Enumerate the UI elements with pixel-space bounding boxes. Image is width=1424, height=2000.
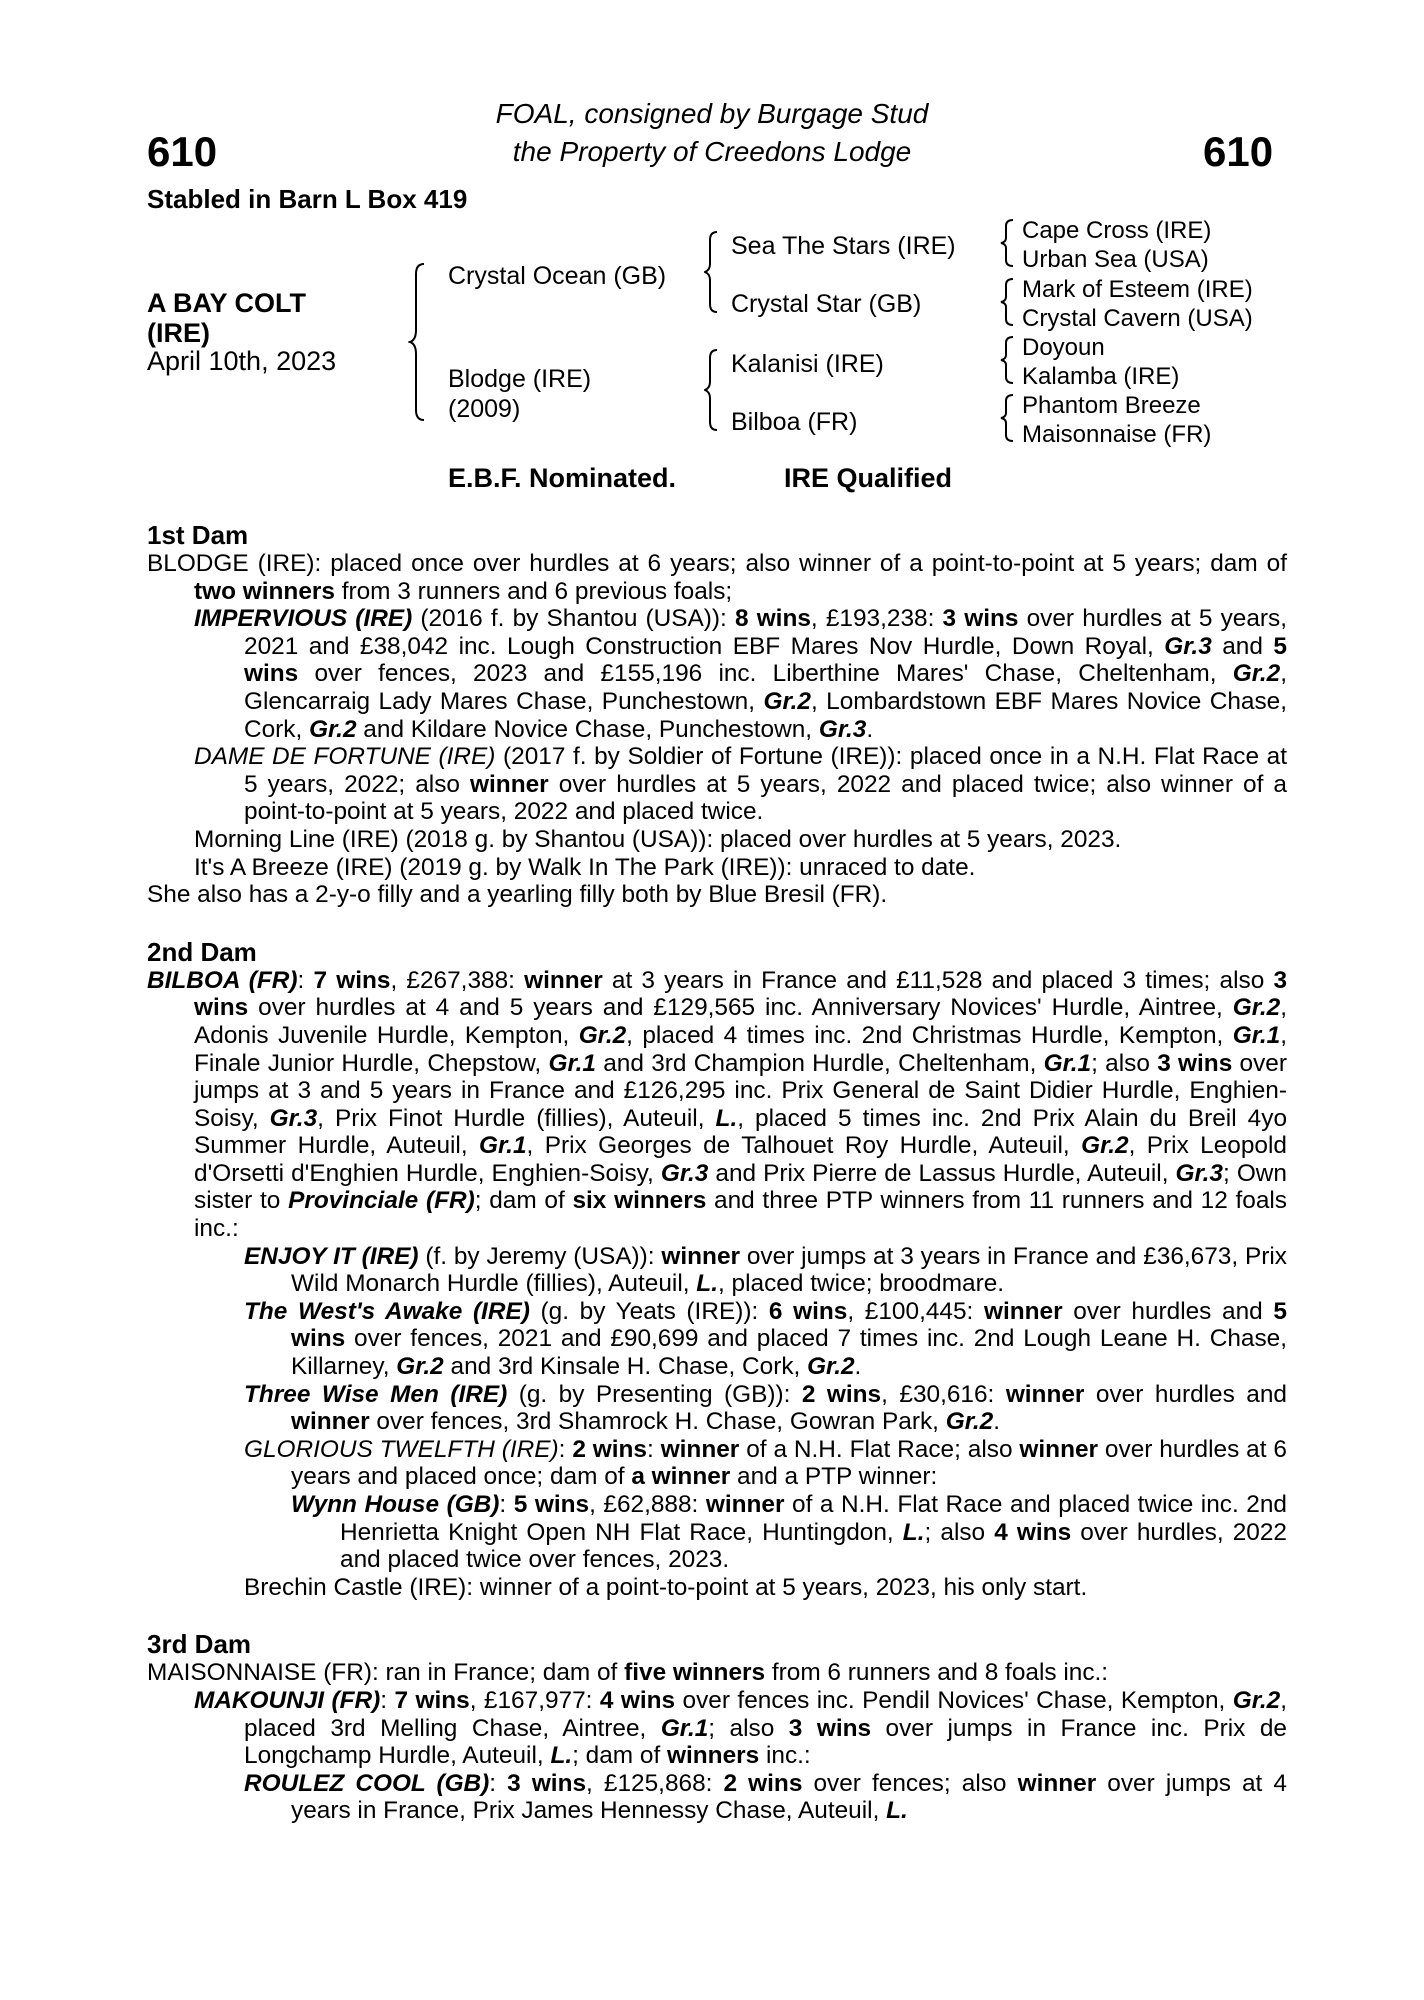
horse-origin: (IRE) bbox=[147, 318, 210, 348]
produce-three-wise-men: Three Wise Men (IRE) (g. by Presenting (GB)): 2 wins, £30,616: winner over hurdles and winner over fences, 3rd Shamrock H. Chase, Gowran Park, Gr.2. bbox=[244, 1380, 1287, 1436]
pedigree-brace-g4 bbox=[1000, 393, 1016, 443]
produce-morning-line: Morning Line (IRE) (2018 g. by Shantou (USA)): placed over hurdles at 5 years, 2023. bbox=[194, 825, 1122, 853]
pedigree-g5: Doyoun bbox=[1022, 334, 1105, 361]
second-dam-heading: 2nd Dam bbox=[147, 936, 257, 967]
pedigree-g4: Crystal Cavern (USA) bbox=[1022, 305, 1253, 332]
produce-the-wests-awake: The West's Awake (IRE) (g. by Yeats (IRE)): 6 wins, £100,445: winner over hurdles and 5 wins over fences, 2021 and £90,699 and placed 7 times inc. 2nd Lough Leane H. Chase, Killarney, Gr.2 and 3rd Kinsale H. Chase, Cork, Gr.2. bbox=[244, 1297, 1287, 1381]
lot-number-right: 610 bbox=[1203, 128, 1274, 175]
pedigree-g7: Phantom Breeze bbox=[1022, 392, 1201, 419]
third-dam-paragraph: MAISONNAISE (FR): ran in France; dam of five winners from 6 runners and 8 foals inc.: bbox=[147, 1659, 1109, 1687]
first-dam-footnote: She also has a 2-y-o filly and a yearling filly both by Blue Bresil (FR). bbox=[147, 881, 888, 909]
produce-makounji: MAKOUNJI (FR): 7 wins, £167,977: 4 wins over fences inc. Pendil Novices' Chase, Kempton, Gr.2, placed 3rd Melling Chase, Aintree, Gr.1; also 3 wins over jumps in France inc. Prix de Longchamp Hurdle, Auteuil, L.; dam of winners inc.: bbox=[194, 1686, 1287, 1770]
produce-wynn-house: Wynn House (GB): 5 wins, £62,888: winner of a N.H. Flat Race and placed twice inc. 2nd Henrietta Knight Open NH Flat Race, Huntingdon, L.; also 4 wins over hurdles, 2022 and placed twice over fences, 2023. bbox=[291, 1491, 1288, 1574]
pedigree-g3: Mark of Esteem (IRE) bbox=[1022, 276, 1253, 303]
pedigree-brace-g2 bbox=[1000, 277, 1016, 327]
consignment-line-2: the Property of Creedons Lodge bbox=[512, 136, 912, 167]
ire-qualified: IRE Qualified bbox=[784, 463, 953, 493]
produce-record bbox=[147, 520, 1287, 1825]
lot-number-left: 610 bbox=[147, 128, 218, 175]
pedigree-g8: Maisonnaise (FR) bbox=[1022, 421, 1212, 448]
produce-its-a-breeze: It's A Breeze (IRE) (2019 g. by Walk In The Park (IRE)): unraced to date. bbox=[194, 853, 976, 881]
produce-glorious-twelfth: GLORIOUS TWELFTH (IRE): 2 wins: winner of a N.H. Flat Race; also winner over hurdles at 6 years and placed once; dam of a winner and a PTP winner: bbox=[244, 1435, 1287, 1491]
consignment-line-1: FOAL, consigned by Burgage Stud bbox=[495, 98, 929, 129]
pedigree-sire-sire: Sea The Stars (IRE) bbox=[731, 232, 956, 260]
third-dam-heading: 3rd Dam bbox=[147, 1629, 252, 1660]
pedigree-sire-dam: Crystal Star (GB) bbox=[731, 290, 922, 318]
pedigree-dam: Blodge (IRE) bbox=[448, 365, 592, 393]
produce-brechin-castle: Brechin Castle (IRE): winner of a point-to-point at 5 years, 2023, his only start. bbox=[244, 1573, 1088, 1601]
stabled-info: Stabled in Barn L Box 419 bbox=[147, 184, 468, 214]
pedigree-dam-year: (2009) bbox=[448, 395, 521, 423]
produce-dame-de-fortune: DAME DE FORTUNE (IRE) (2017 f. by Soldier of Fortune (IRE)): placed once in a N.H. Flat Race at 5 years, 2022; also winner over hurdles at 5 years, 2022 and placed twice; also winner of a point-to-point at 5 years, 2022 and placed twice. bbox=[194, 743, 1287, 826]
horse-name: A BAY COLT bbox=[147, 288, 307, 318]
produce-impervious: IMPERVIOUS (IRE) (2016 f. by Shantou (USA)): 8 wins, £193,238: 3 wins over hurdles at 5 years, 2021 and £38,042 inc. Lough Construction EBF Mares Nov Hurdle, Down Royal, Gr.3 and 5 wins over fences, 2023 and £155,196 inc. Liberthine Mares' Chase, Cheltenham, Gr.2, Glencarraig Lady Mares Chase, Punchestown, Gr.2, Lombardstown EBF Mares Novice Chase, Cork, Gr.2 and Kildare Novice Chase, Punchestown, Gr.3. bbox=[194, 605, 1287, 743]
second-dam-paragraph: BILBOA (FR): 7 wins, £267,388: winner at 3 years in France and £11,528 and placed 3 times; also 3 wins over hurdles at 4 and 5 years and £129,565 inc. Anniversary Novices' Hurdle, Aintree, Gr.2, Adonis Juvenile Hurdle, Kempton, Gr.2, placed 4 times inc. 2nd Christmas Hurdle, Kempton, Gr.1, Finale Junior Hurdle, Chepstow, Gr.1 and 3rd Champion Hurdle, Cheltenham, Gr.1; also 3 wins over jumps at 3 and 5 years in France and £126,295 inc. Prix General de Saint Didier Hurdle, Enghien-Soisy, Gr.3, Prix Finot Hurdle (fillies), Auteuil, L., placed 5 times inc. 2nd Prix Alain du Breil 4yo Summer Hurdle, Auteuil, Gr.1, Prix Georges de Talhouet Roy Hurdle, Auteuil, Gr.2, Prix Leopold d'Orsetti d'Enghien Hurdle, Enghien-Soisy, Gr.3 and Prix Pierre de Lassus Hurdle, Auteuil, Gr.3; Own sister to Provinciale (FR); dam of six winners and three PTP winners from 11 runners and 12 foals inc.: bbox=[147, 966, 1288, 1243]
pedigree-dam-dam: Bilboa (FR) bbox=[731, 408, 858, 436]
pedigree-brace-g3 bbox=[1000, 335, 1016, 385]
ebf-nomination: E.B.F. Nominated. bbox=[448, 463, 677, 493]
pedigree-g2: Urban Sea (USA) bbox=[1022, 246, 1209, 273]
produce-enjoy-it: ENJOY IT (IRE) (f. by Jeremy (USA)): winner over jumps at 3 years in France and £36,673, Prix Wild Monarch Hurdle (fillies), Auteuil, L., placed twice; broodmare. bbox=[244, 1242, 1287, 1298]
pedigree-sire: Crystal Ocean (GB) bbox=[448, 262, 667, 290]
pedigree-brace-sire bbox=[704, 230, 720, 314]
foaling-date: April 10th, 2023 bbox=[147, 346, 337, 376]
pedigree-brace-g1 bbox=[1000, 218, 1016, 268]
produce-roulez-cool: ROULEZ COOL (GB): 3 wins, £125,868: 2 wins over fences; also winner over jumps at 4 years in France, Prix James Hennessy Chase, Auteuil, L. bbox=[244, 1769, 1287, 1825]
pedigree-brace-main bbox=[408, 262, 428, 422]
pedigree-dam-sire: Kalanisi (IRE) bbox=[731, 350, 884, 378]
pedigree-g1: Cape Cross (IRE) bbox=[1022, 217, 1212, 244]
pedigree-brace-dam bbox=[704, 348, 720, 432]
first-dam-paragraph: BLODGE (IRE): placed once over hurdles at 6 years; also winner of a point-to-point at 5 years; dam of two winners from 3 runners and 6 previous foals; bbox=[147, 550, 1287, 605]
first-dam-heading: 1st Dam bbox=[147, 520, 249, 550]
pedigree-g6: Kalamba (IRE) bbox=[1022, 363, 1180, 390]
